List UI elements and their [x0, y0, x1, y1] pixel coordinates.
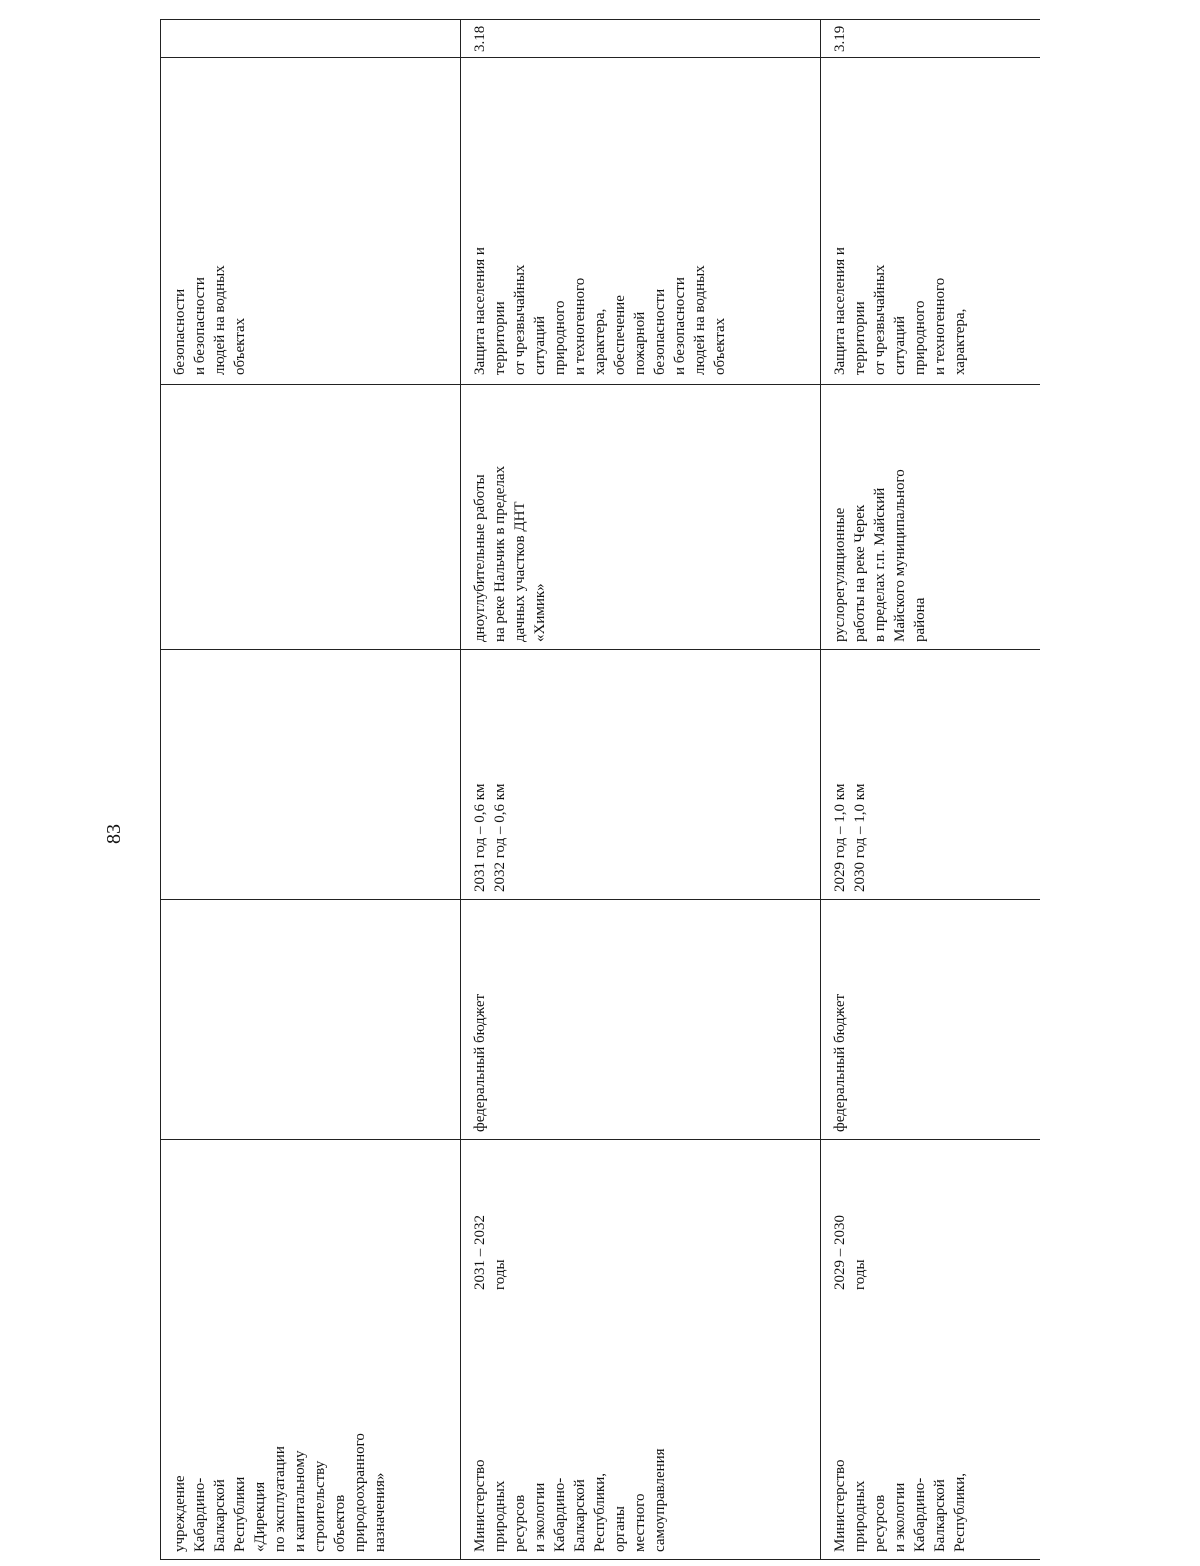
row1-executor-cell: учреждение Кабардино- Балкарской Республики «Дирекция по эксплуатации и капитальному строительству объектов природоохранного назначения» — [172, 1433, 388, 1552]
row-rule-1 — [460, 20, 461, 1560]
row3-indicator-cell: 2029 год – 1,0 км 2030 год – 1,0 км — [832, 783, 868, 892]
row2-source-cell: федеральный бюджет — [472, 993, 488, 1132]
row2-number-cell: 3.18 — [472, 25, 488, 52]
row2-period-cell: 2031 – 2032 годы — [472, 1215, 508, 1290]
row2-name-cell: Защита населения и территории от чрезвычайных ситуаций природного и техногенного характера, обеспечение пожарной безопасности и безопасности людей на водных объектах — [472, 247, 728, 375]
row1-name-cell: безопасности и безопасности людей на водных объектах — [172, 265, 248, 375]
col-rule-activity — [160, 649, 1040, 650]
col-rule-executor — [160, 1559, 1040, 1560]
row3-number-cell: 3.19 — [832, 25, 848, 52]
page-number: 83 — [103, 824, 125, 844]
row2-activity-cell: дноуглубительные работы на реке Нальчик в пределах дачных участков ДНТ «Химик» — [472, 465, 548, 642]
rotated-table — [160, 20, 1040, 1560]
col-rule-indicator — [160, 899, 1040, 900]
row3-executor-cell: Министерство природных ресурсов и экологии Кабардино- Балкарской Республики, — [832, 1459, 968, 1552]
row2-executor-cell: Министерство природных ресурсов и экологии Кабардино- Балкарской Республики, органы местного самоуправления — [472, 1448, 668, 1552]
row3-period-cell: 2029 – 2030 годы — [832, 1215, 868, 1290]
row3-name-cell: Защита населения и территории от чрезвычайных ситуаций природного и техногенного характера, — [832, 247, 968, 375]
table-border-bottom — [160, 19, 1040, 20]
row3-activity-cell: руслорегуляционные работы на реке Черек в пределах г.п. Майский Майского муниципального района — [832, 469, 928, 642]
row-rule-top — [160, 20, 161, 1560]
row-rule-2 — [820, 20, 821, 1560]
row3-source-cell: федеральный бюджет — [832, 993, 848, 1132]
row2-indicator-cell: 2031 год – 0,6 км 2032 год – 0,6 км — [472, 783, 508, 892]
col-rule-name — [160, 384, 1040, 385]
